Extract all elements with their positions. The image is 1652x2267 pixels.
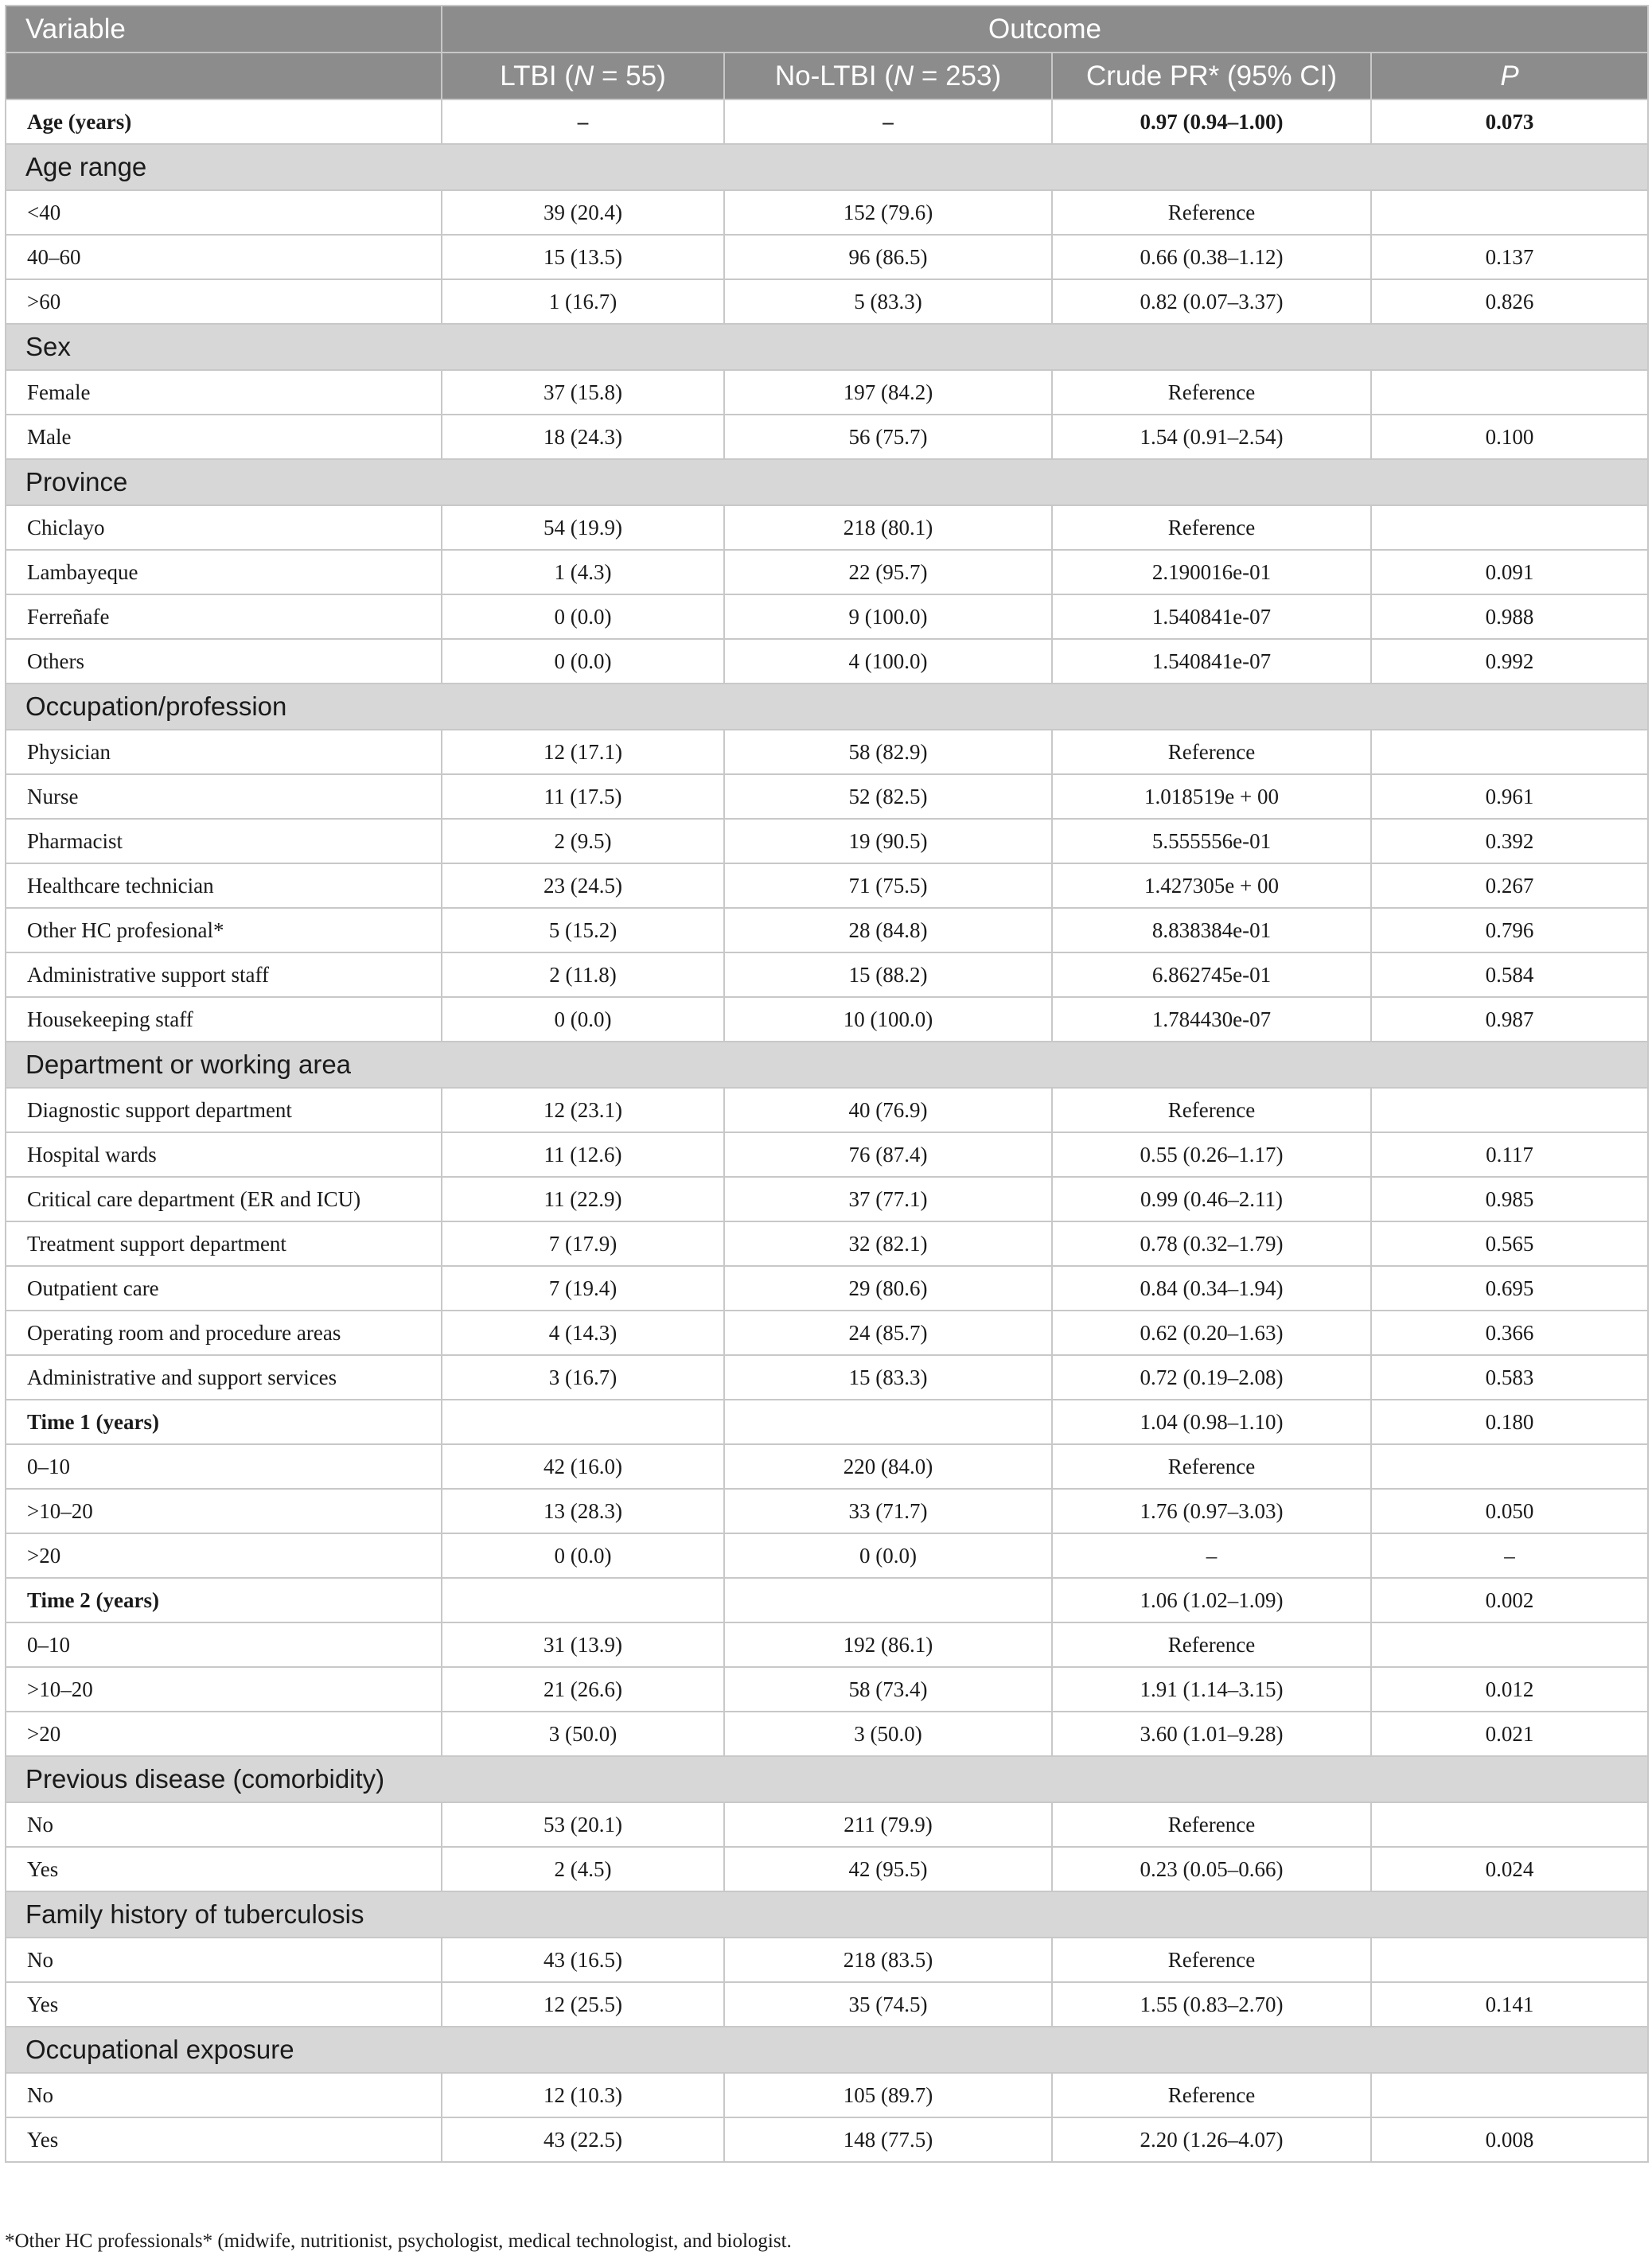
crude-pr-cell: 1.427305e + 00 — [1052, 863, 1371, 908]
p-value-cell — [1371, 1802, 1648, 1847]
p-value-cell: 0.992 — [1371, 639, 1648, 684]
ltbi-cell: – — [442, 99, 724, 144]
row-label-cell: No — [6, 2073, 442, 2117]
section-header-row — [6, 684, 1648, 730]
row-label-cell: Time 2 (years) — [6, 1578, 442, 1622]
table-row — [6, 1533, 1648, 1578]
table-row — [6, 1982, 1648, 2027]
no-ltbi-cell: – — [724, 99, 1052, 144]
crude-pr-cell: 5.555556e-01 — [1052, 819, 1371, 863]
p-value-cell: 0.024 — [1371, 1847, 1648, 1891]
ltbi-cell: 23 (24.5) — [442, 863, 724, 908]
header-blank — [6, 53, 442, 99]
table-row — [6, 1355, 1648, 1400]
results-table-container — [5, 5, 1647, 2163]
header-ltbi-prefix: LTBI ( — [500, 60, 574, 92]
p-value-cell: 0.826 — [1371, 279, 1648, 324]
header-crude-pr: Crude PR* (95% CI) — [1052, 53, 1371, 99]
row-label-cell: >10–20 — [6, 1489, 442, 1533]
table-row — [6, 819, 1648, 863]
ltbi-cell: 1 (16.7) — [442, 279, 724, 324]
p-value-cell: 0.961 — [1371, 774, 1648, 819]
row-label-cell: 0–10 — [6, 1622, 442, 1667]
no-ltbi-cell: 22 (95.7) — [724, 550, 1052, 594]
ltbi-cell: 43 (16.5) — [442, 1938, 724, 1982]
table-row — [6, 997, 1648, 1042]
crude-pr-cell: 8.838384e-01 — [1052, 908, 1371, 952]
section-label: Occupational exposure — [6, 2027, 1648, 2073]
row-label-cell: Hospital wards — [6, 1132, 442, 1177]
row-label-cell: Pharmacist — [6, 819, 442, 863]
p-value-cell: 0.987 — [1371, 997, 1648, 1042]
table-row — [6, 1132, 1648, 1177]
crude-pr-cell: 0.66 (0.38–1.12) — [1052, 235, 1371, 279]
table-row — [6, 1444, 1648, 1489]
ltbi-cell: 31 (13.9) — [442, 1622, 724, 1667]
table-footnote: *Other HC professionals* (midwife, nutritionist, psychologist, medical technologist, and biologist. — [5, 2230, 792, 2252]
crude-pr-cell: 0.97 (0.94–1.00) — [1052, 99, 1371, 144]
table-row — [6, 1266, 1648, 1311]
table-row — [6, 2117, 1648, 2162]
no-ltbi-cell: 24 (85.7) — [724, 1311, 1052, 1355]
p-value-cell: 0.073 — [1371, 99, 1648, 144]
row-label-cell: >20 — [6, 1712, 442, 1756]
table-row — [6, 279, 1648, 324]
row-label-cell: No — [6, 1802, 442, 1847]
row-label-cell: >20 — [6, 1533, 442, 1578]
no-ltbi-cell: 5 (83.3) — [724, 279, 1052, 324]
crude-pr-cell: 3.60 (1.01–9.28) — [1052, 1712, 1371, 1756]
table-row — [6, 190, 1648, 235]
table-row — [6, 1578, 1648, 1622]
crude-pr-cell: 1.018519e + 00 — [1052, 774, 1371, 819]
no-ltbi-cell: 42 (95.5) — [724, 1847, 1052, 1891]
p-value-cell — [1371, 505, 1648, 550]
p-value-cell: 0.565 — [1371, 1221, 1648, 1266]
ltbi-cell: 1 (4.3) — [442, 550, 724, 594]
row-label-cell: No — [6, 1938, 442, 1982]
no-ltbi-cell: 15 (88.2) — [724, 952, 1052, 997]
p-value-cell: 0.050 — [1371, 1489, 1648, 1533]
crude-pr-cell: 1.540841e-07 — [1052, 594, 1371, 639]
ltbi-cell: 12 (23.1) — [442, 1088, 724, 1132]
no-ltbi-cell: 192 (86.1) — [724, 1622, 1052, 1667]
p-value-cell: 0.021 — [1371, 1712, 1648, 1756]
p-value-cell — [1371, 370, 1648, 415]
ltbi-cell: 37 (15.8) — [442, 370, 724, 415]
header-ltbi-n: N — [573, 60, 594, 92]
no-ltbi-cell: 40 (76.9) — [724, 1088, 1052, 1132]
no-ltbi-cell — [724, 1578, 1052, 1622]
no-ltbi-cell: 76 (87.4) — [724, 1132, 1052, 1177]
crude-pr-cell: Reference — [1052, 2073, 1371, 2117]
header-variable: Variable — [6, 6, 442, 53]
crude-pr-cell: 1.54 (0.91–2.54) — [1052, 415, 1371, 459]
crude-pr-cell: Reference — [1052, 730, 1371, 774]
ltbi-cell: 21 (26.6) — [442, 1667, 724, 1712]
row-label-cell: <40 — [6, 190, 442, 235]
row-label-cell: >60 — [6, 279, 442, 324]
no-ltbi-cell: 58 (73.4) — [724, 1667, 1052, 1712]
no-ltbi-cell: 10 (100.0) — [724, 997, 1052, 1042]
crude-prevalence-ratio-table — [5, 5, 1649, 2163]
ltbi-cell: 3 (16.7) — [442, 1355, 724, 1400]
header-ltbi-suffix: = 55) — [594, 60, 666, 92]
crude-pr-cell: 1.91 (1.14–3.15) — [1052, 1667, 1371, 1712]
header-ltbi — [442, 53, 724, 99]
row-label-cell: Lambayeque — [6, 550, 442, 594]
row-label-cell: Chiclayo — [6, 505, 442, 550]
ltbi-cell: 54 (19.9) — [442, 505, 724, 550]
p-value-cell — [1371, 1938, 1648, 1982]
p-value-cell: 0.141 — [1371, 1982, 1648, 2027]
p-value-cell: 0.180 — [1371, 1400, 1648, 1444]
row-label-cell: Physician — [6, 730, 442, 774]
p-value-cell: 0.100 — [1371, 415, 1648, 459]
crude-pr-cell: Reference — [1052, 190, 1371, 235]
p-value-cell — [1371, 1088, 1648, 1132]
no-ltbi-cell: 19 (90.5) — [724, 819, 1052, 863]
no-ltbi-cell: 37 (77.1) — [724, 1177, 1052, 1221]
ltbi-cell — [442, 1578, 724, 1622]
crude-pr-cell: 0.62 (0.20–1.63) — [1052, 1311, 1371, 1355]
table-row — [6, 1712, 1648, 1756]
table-body — [6, 99, 1648, 2162]
table-row — [6, 1802, 1648, 1847]
p-value-cell: 0.002 — [1371, 1578, 1648, 1622]
ltbi-cell: 0 (0.0) — [442, 997, 724, 1042]
crude-pr-cell: 2.190016e-01 — [1052, 550, 1371, 594]
row-label-cell: Yes — [6, 2117, 442, 2162]
p-value-cell: 0.117 — [1371, 1132, 1648, 1177]
table-row — [6, 2073, 1648, 2117]
ltbi-cell: 4 (14.3) — [442, 1311, 724, 1355]
crude-pr-cell: Reference — [1052, 1622, 1371, 1667]
row-label-cell: Operating room and procedure areas — [6, 1311, 442, 1355]
no-ltbi-cell: 105 (89.7) — [724, 2073, 1052, 2117]
section-label: Previous disease (comorbidity) — [6, 1756, 1648, 1802]
ltbi-cell: 13 (28.3) — [442, 1489, 724, 1533]
section-header-row — [6, 144, 1648, 190]
crude-pr-cell: 1.76 (0.97–3.03) — [1052, 1489, 1371, 1533]
ltbi-cell: 42 (16.0) — [442, 1444, 724, 1489]
header-outcome: Outcome — [442, 6, 1648, 53]
no-ltbi-cell — [724, 1400, 1052, 1444]
p-value-cell: 0.366 — [1371, 1311, 1648, 1355]
no-ltbi-cell: 58 (82.9) — [724, 730, 1052, 774]
table-row — [6, 99, 1648, 144]
table-row — [6, 1400, 1648, 1444]
no-ltbi-cell: 148 (77.5) — [724, 2117, 1052, 2162]
table-row — [6, 235, 1648, 279]
table-row — [6, 730, 1648, 774]
row-label-cell: Male — [6, 415, 442, 459]
row-label-cell: Yes — [6, 1982, 442, 2027]
crude-pr-cell: 0.84 (0.34–1.94) — [1052, 1266, 1371, 1311]
crude-pr-cell: 1.55 (0.83–2.70) — [1052, 1982, 1371, 2027]
p-value-cell: 0.012 — [1371, 1667, 1648, 1712]
table-row — [6, 415, 1648, 459]
crude-pr-cell: 0.99 (0.46–2.11) — [1052, 1177, 1371, 1221]
row-label-cell: Treatment support department — [6, 1221, 442, 1266]
section-label: Occupation/profession — [6, 684, 1648, 730]
section-header-row — [6, 1042, 1648, 1088]
row-label-cell: Female — [6, 370, 442, 415]
crude-pr-cell: 1.04 (0.98–1.10) — [1052, 1400, 1371, 1444]
table-row — [6, 952, 1648, 997]
no-ltbi-cell: 96 (86.5) — [724, 235, 1052, 279]
table-row — [6, 1177, 1648, 1221]
ltbi-cell: 2 (4.5) — [442, 1847, 724, 1891]
row-label-cell: >10–20 — [6, 1667, 442, 1712]
table-row — [6, 1622, 1648, 1667]
ltbi-cell: 2 (9.5) — [442, 819, 724, 863]
no-ltbi-cell: 211 (79.9) — [724, 1802, 1052, 1847]
crude-pr-cell: 1.784430e-07 — [1052, 997, 1371, 1042]
crude-pr-cell: 0.23 (0.05–0.66) — [1052, 1847, 1371, 1891]
ltbi-cell: 3 (50.0) — [442, 1712, 724, 1756]
table-row — [6, 594, 1648, 639]
section-label: Family history of tuberculosis — [6, 1891, 1648, 1938]
section-label: Sex — [6, 324, 1648, 370]
crude-pr-cell: 0.78 (0.32–1.79) — [1052, 1221, 1371, 1266]
ltbi-cell: 2 (11.8) — [442, 952, 724, 997]
table-row — [6, 1667, 1648, 1712]
ltbi-cell: 7 (19.4) — [442, 1266, 724, 1311]
no-ltbi-cell: 220 (84.0) — [724, 1444, 1052, 1489]
row-label-cell: Others — [6, 639, 442, 684]
row-label-cell: Time 1 (years) — [6, 1400, 442, 1444]
header-noltbi-prefix: No-LTBI ( — [774, 60, 894, 92]
ltbi-cell: 18 (24.3) — [442, 415, 724, 459]
table-row — [6, 1088, 1648, 1132]
row-label-cell: Diagnostic support department — [6, 1088, 442, 1132]
no-ltbi-cell: 3 (50.0) — [724, 1712, 1052, 1756]
section-label: Province — [6, 459, 1648, 505]
ltbi-cell: 0 (0.0) — [442, 1533, 724, 1578]
crude-pr-cell: Reference — [1052, 1802, 1371, 1847]
row-label-cell: Outpatient care — [6, 1266, 442, 1311]
table-row — [6, 1221, 1648, 1266]
row-label-cell: Housekeeping staff — [6, 997, 442, 1042]
ltbi-cell: 5 (15.2) — [442, 908, 724, 952]
header-no-ltbi — [724, 53, 1052, 99]
table-row — [6, 908, 1648, 952]
table-row — [6, 863, 1648, 908]
ltbi-cell: 12 (10.3) — [442, 2073, 724, 2117]
no-ltbi-cell: 33 (71.7) — [724, 1489, 1052, 1533]
crude-pr-cell: 1.06 (1.02–1.09) — [1052, 1578, 1371, 1622]
header-noltbi-suffix: = 253) — [914, 60, 1002, 92]
p-value-cell: 0.008 — [1371, 2117, 1648, 2162]
table-row — [6, 1938, 1648, 1982]
ltbi-cell: 12 (25.5) — [442, 1982, 724, 2027]
p-value-cell — [1371, 730, 1648, 774]
ltbi-cell: 7 (17.9) — [442, 1221, 724, 1266]
p-value-cell: 0.988 — [1371, 594, 1648, 639]
ltbi-cell: 11 (12.6) — [442, 1132, 724, 1177]
ltbi-cell: 11 (22.9) — [442, 1177, 724, 1221]
ltbi-cell: 0 (0.0) — [442, 639, 724, 684]
no-ltbi-cell: 218 (83.5) — [724, 1938, 1052, 1982]
p-value-cell: 0.137 — [1371, 235, 1648, 279]
section-header-row — [6, 324, 1648, 370]
section-header-row — [6, 2027, 1648, 2073]
section-label: Age range — [6, 144, 1648, 190]
table-row — [6, 1311, 1648, 1355]
row-label-cell: 40–60 — [6, 235, 442, 279]
p-value-cell: 0.091 — [1371, 550, 1648, 594]
row-label-cell: Age (years) — [6, 99, 442, 144]
p-value-cell: 0.695 — [1371, 1266, 1648, 1311]
header-row-2 — [6, 53, 1648, 99]
crude-pr-cell: 1.540841e-07 — [1052, 639, 1371, 684]
p-value-cell: 0.796 — [1371, 908, 1648, 952]
no-ltbi-cell: 56 (75.7) — [724, 415, 1052, 459]
row-label-cell: Healthcare technician — [6, 863, 442, 908]
ltbi-cell: 15 (13.5) — [442, 235, 724, 279]
section-header-row — [6, 1891, 1648, 1938]
crude-pr-cell: Reference — [1052, 505, 1371, 550]
ltbi-cell: 12 (17.1) — [442, 730, 724, 774]
table-row — [6, 774, 1648, 819]
p-value-cell: 0.583 — [1371, 1355, 1648, 1400]
row-label-cell: Administrative support staff — [6, 952, 442, 997]
p-value-cell: 0.392 — [1371, 819, 1648, 863]
row-label-cell: Yes — [6, 1847, 442, 1891]
table-row — [6, 550, 1648, 594]
p-value-cell — [1371, 2073, 1648, 2117]
crude-pr-cell: Reference — [1052, 1088, 1371, 1132]
p-value-cell — [1371, 1444, 1648, 1489]
table-row — [6, 1847, 1648, 1891]
row-label-cell: Other HC profesional* — [6, 908, 442, 952]
crude-pr-cell: Reference — [1052, 1938, 1371, 1982]
section-header-row — [6, 459, 1648, 505]
no-ltbi-cell: 28 (84.8) — [724, 908, 1052, 952]
ltbi-cell: 39 (20.4) — [442, 190, 724, 235]
p-value-cell: 0.985 — [1371, 1177, 1648, 1221]
p-value-cell: 0.584 — [1371, 952, 1648, 997]
crude-pr-cell: – — [1052, 1533, 1371, 1578]
no-ltbi-cell: 197 (84.2) — [724, 370, 1052, 415]
ltbi-cell — [442, 1400, 724, 1444]
crude-pr-cell: 0.55 (0.26–1.17) — [1052, 1132, 1371, 1177]
crude-pr-cell: 0.72 (0.19–2.08) — [1052, 1355, 1371, 1400]
no-ltbi-cell: 29 (80.6) — [724, 1266, 1052, 1311]
no-ltbi-cell: 0 (0.0) — [724, 1533, 1052, 1578]
p-value-cell — [1371, 190, 1648, 235]
crude-pr-cell: Reference — [1052, 1444, 1371, 1489]
header-p-value: P — [1371, 53, 1648, 99]
header-row-1 — [6, 6, 1648, 53]
crude-pr-cell: Reference — [1052, 370, 1371, 415]
ltbi-cell: 43 (22.5) — [442, 2117, 724, 2162]
row-label-cell: Administrative and support services — [6, 1355, 442, 1400]
no-ltbi-cell: 218 (80.1) — [724, 505, 1052, 550]
section-label: Department or working area — [6, 1042, 1648, 1088]
no-ltbi-cell: 4 (100.0) — [724, 639, 1052, 684]
no-ltbi-cell: 152 (79.6) — [724, 190, 1052, 235]
ltbi-cell: 11 (17.5) — [442, 774, 724, 819]
p-value-cell: 0.267 — [1371, 863, 1648, 908]
no-ltbi-cell: 32 (82.1) — [724, 1221, 1052, 1266]
row-label-cell: 0–10 — [6, 1444, 442, 1489]
p-value-cell — [1371, 1622, 1648, 1667]
ltbi-cell: 0 (0.0) — [442, 594, 724, 639]
crude-pr-cell: 6.862745e-01 — [1052, 952, 1371, 997]
row-label-cell: Nurse — [6, 774, 442, 819]
no-ltbi-cell: 52 (82.5) — [724, 774, 1052, 819]
table-row — [6, 505, 1648, 550]
header-noltbi-n: N — [893, 60, 914, 92]
table-row — [6, 639, 1648, 684]
crude-pr-cell: 0.82 (0.07–3.37) — [1052, 279, 1371, 324]
row-label-cell: Critical care department (ER and ICU) — [6, 1177, 442, 1221]
crude-pr-cell: 2.20 (1.26–4.07) — [1052, 2117, 1371, 2162]
no-ltbi-cell: 71 (75.5) — [724, 863, 1052, 908]
ltbi-cell: 53 (20.1) — [442, 1802, 724, 1847]
no-ltbi-cell: 9 (100.0) — [724, 594, 1052, 639]
section-header-row — [6, 1756, 1648, 1802]
no-ltbi-cell: 35 (74.5) — [724, 1982, 1052, 2027]
no-ltbi-cell: 15 (83.3) — [724, 1355, 1052, 1400]
table-row — [6, 1489, 1648, 1533]
row-label-cell: Ferreñafe — [6, 594, 442, 639]
p-value-cell: – — [1371, 1533, 1648, 1578]
table-row — [6, 370, 1648, 415]
